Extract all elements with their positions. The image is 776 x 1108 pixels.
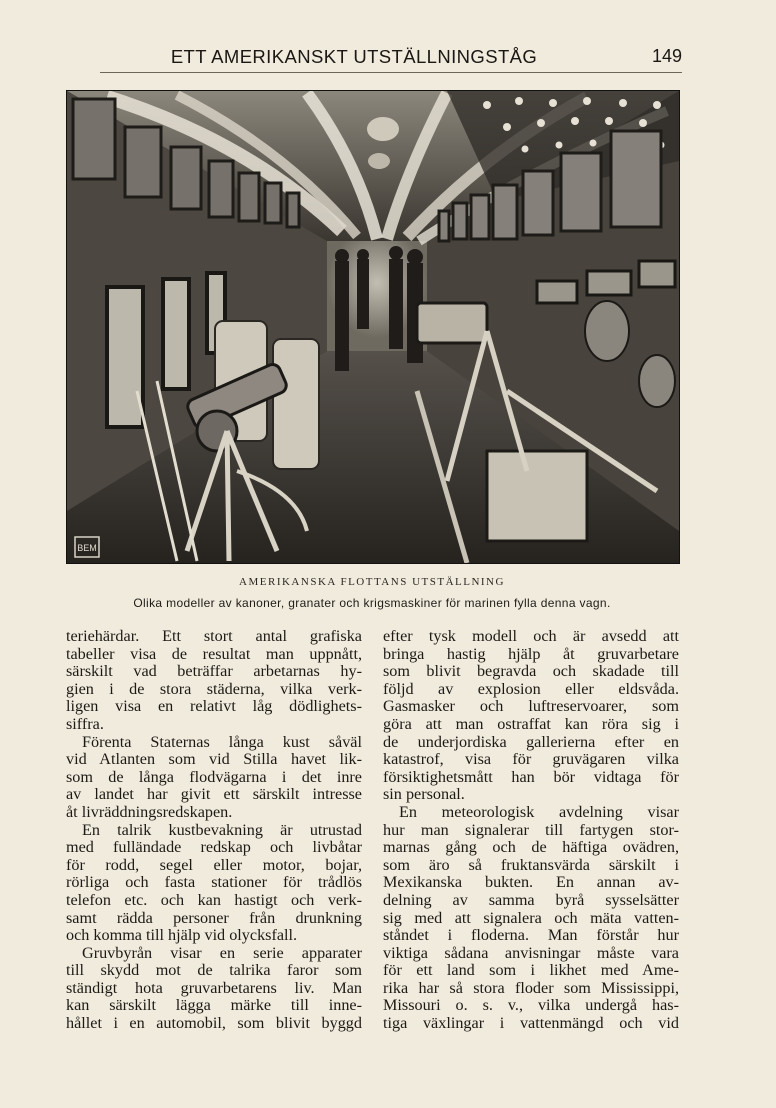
text-line: ligen visa en relativt låg dödlighets- [66,698,362,716]
text-line: kan särskilt lägga märke till inne- [66,997,362,1015]
text-line: gien i de stora städerna, vilka verk- [66,680,362,698]
text-line: bringa hastig hjälp åt gruvarbetare [383,645,679,663]
text-line: försiktighetsmått han bör vidtaga för [383,768,679,786]
caption-subtitle: Olika modeller av kanoner, granater och krigsmaskiner för marinen fylla denna vagn. [133,596,611,610]
text-line: En talrik kustbevakning är utrustad [82,821,362,839]
text-line: vid Atlanten som vid Stilla havet lik- [66,751,362,769]
text-line: som blivit begravda och skadade till [383,663,679,681]
text-line: som de långa flodvägarna i det inre [66,768,362,786]
text-line: telefon etc. och kan hastigt och verk- [66,891,362,909]
text-line: rörliga och fasta stationer för trådlös [66,874,362,892]
text-line: Gasmasker och luftreservoarer, som [383,698,679,716]
text-column-right [383,628,679,1033]
text-line: hållet i en automobil, som blivit byggd [66,1015,362,1033]
exhibition-car-photo [66,90,680,564]
text-line: särskilt vad beträffar arbetarnas hy- [66,663,362,681]
text-line: ståndet i floderna. Man förstår hur [383,927,679,945]
text-line: av landet har givit ett särskilt intresse [66,786,362,804]
page-number: 149 [651,46,682,66]
text-line: Förenta Staternas långa kust såväl [82,733,362,751]
photo-monogram: BEM [77,543,97,553]
text-line: Missouri o. s. v., vilka undergå has- [383,997,679,1015]
text-line: göra att man ostraffat kan röra sig i [383,715,679,733]
text-line: till skydd mot de talrika faror som [66,962,362,980]
text-line: sig med att signalera och mäta vatten- [383,909,679,927]
text-line: delning av samma byrå sysselsätter [383,891,679,909]
text-line: viktiga sådana anvisningar måste vara [383,944,679,962]
caption-title: AMERIKANSKA FLOTTANS UTSTÄLLNING [239,576,505,588]
text-line: marnas gång och de häftiga ovädren, [383,839,679,857]
text-line: som äro så fruktansvärda särskilt i [383,856,679,874]
text-line: hur man signalerar till fartygen stor- [383,821,679,839]
text-line: tabeller visa de resultat man uppnått, [66,645,362,663]
text-line: katastrof, visa för gruvägaren vilka [383,751,679,769]
text-line: med fulländade redskap och livbåtar [66,839,362,857]
text-line: samt rädda personer från drunkning [66,909,362,927]
text-line: följd av explosion eller eldsvåda. [383,680,679,698]
running-header [66,44,682,74]
text-line: ständigt hota gruvarbetarens liv. Man [66,979,362,997]
text-line: och komma till hjälp vid olycksfall. [66,927,298,945]
text-line: för rodd, segel eller motor, bojar, [66,856,362,874]
running-title: ETT AMERIKANSKT UTSTÄLLNINGSTÅG [170,46,538,67]
text-line: siffra. [66,715,104,733]
text-column-left [66,628,362,1033]
text-line: åt livräddningsredskapen. [66,803,233,821]
text-line: Mexikanska bukten. En annan av- [383,874,679,892]
text-line: efter tysk modell och är avsedd att [383,628,679,645]
text-line: de underjordiska gallerierna efter en [383,733,679,751]
header-rule [100,72,682,73]
text-line: rika har så stora floder som Mississippi, [383,979,679,997]
text-line: En meteorologisk avdelning visar [399,803,679,821]
text-line: sin personal. [383,786,465,804]
text-line: för ett land som i likhet med Ame- [383,962,679,980]
text-line: Gruvbyrån visar en serie apparater [82,944,362,962]
text-line: teriehärdar. Ett stort antal grafiska [66,628,362,645]
text-line: tiga växlingar i vattenmängd och vid [383,1015,679,1033]
